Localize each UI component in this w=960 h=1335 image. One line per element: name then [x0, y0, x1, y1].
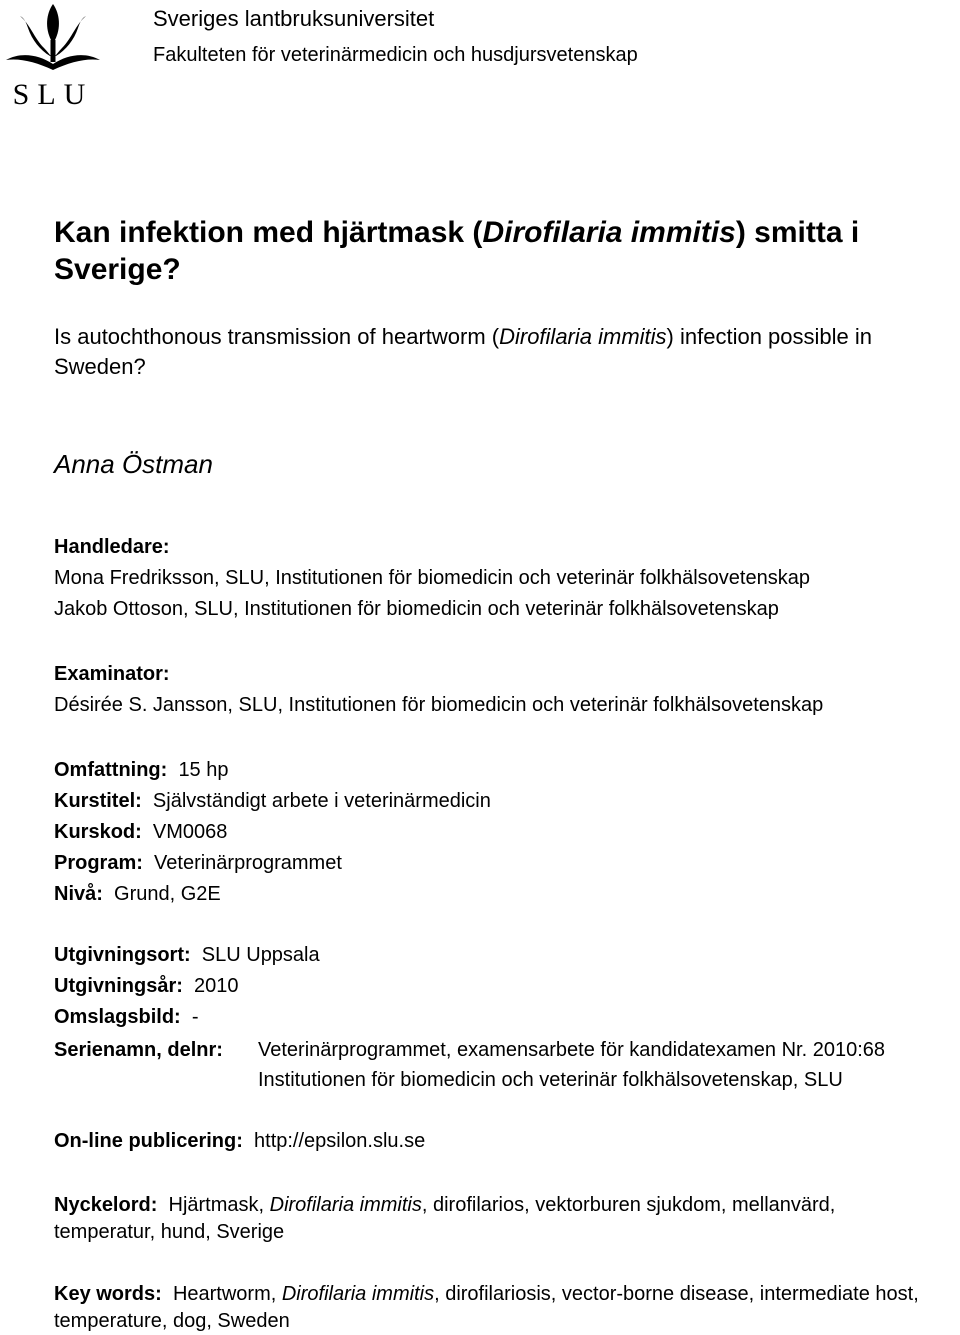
examiner-label: Examinator: — [54, 663, 170, 685]
omslagsbild-row: Omslagsbild: - — [54, 1006, 199, 1028]
serienamn-value-line2: Institutionen för biomedicin och veterinär folkhälsovetenskap, SLU — [258, 1069, 843, 1091]
title-swedish: Kan infektion med hjärtmask (Dirofilaria immitis) smitta i Sverige? — [54, 216, 860, 286]
examiner-value: Désirée S. Jansson, SLU, Institutionen för biomedicin och veterinär folkhälsovetenskap — [54, 694, 824, 716]
utgivningsort-row: Utgivningsort: SLU Uppsala — [54, 944, 320, 966]
supervisors-label: Handledare: — [54, 536, 170, 558]
omfattning-row: Omfattning: 15 hp — [54, 759, 229, 781]
author-name: Anna Östman — [54, 449, 213, 479]
kurstitel-row: Kurstitel: Självständigt arbete i veterinärmedicin — [54, 790, 491, 812]
title-english: Is autochthonous transmission of heartworm (Dirofilaria immitis) infection possible in Sweden? — [54, 324, 872, 379]
supervisor-line: Jakob Ottoson, SLU, Institutionen för biomedicin och veterinär folkhälsovetenskap — [54, 598, 779, 620]
supervisor-line: Mona Fredriksson, SLU, Institutionen för biomedicin och veterinär folkhälsovetenskap — [54, 567, 810, 589]
utgivningsar-row: Utgivningsår: 2010 — [54, 975, 239, 997]
program-row: Program: Veterinärprogrammet — [54, 852, 342, 874]
serienamn-label: Serienamn, delnr: — [54, 1039, 223, 1061]
kurskod-row: Kurskod: VM0068 — [54, 821, 228, 843]
serienamn-value: Veterinärprogrammet, examensarbete för kandidatexamen Nr. 2010:68 — [258, 1039, 886, 1061]
online-link[interactable]: http://epsilon.slu.se — [254, 1130, 426, 1152]
keywords-swedish: Nyckelord: Hjärtmask, Dirofilaria immitis, dirofilarios, vektorburen sjukdom, mellanvärd, temperatur, hund, Sverige — [54, 1194, 836, 1243]
slu-logo — [0, 0, 106, 112]
keywords-english: Key words: Heartworm, Dirofilaria immitis, dirofilariosis, vector-borne disease, intermediate host, temperature, dog, Sweden — [54, 1283, 919, 1332]
university-name: Sveriges lantbruksuniversitet — [153, 6, 435, 31]
logo-text: SLU — [12, 78, 94, 111]
niva-row: Nivå: Grund, G2E — [54, 883, 221, 905]
faculty-name: Fakulteten för veterinärmedicin och husdjursvetenskap — [153, 44, 638, 66]
online-row: On-line publicering: http://epsilon.slu.se — [54, 1130, 426, 1152]
